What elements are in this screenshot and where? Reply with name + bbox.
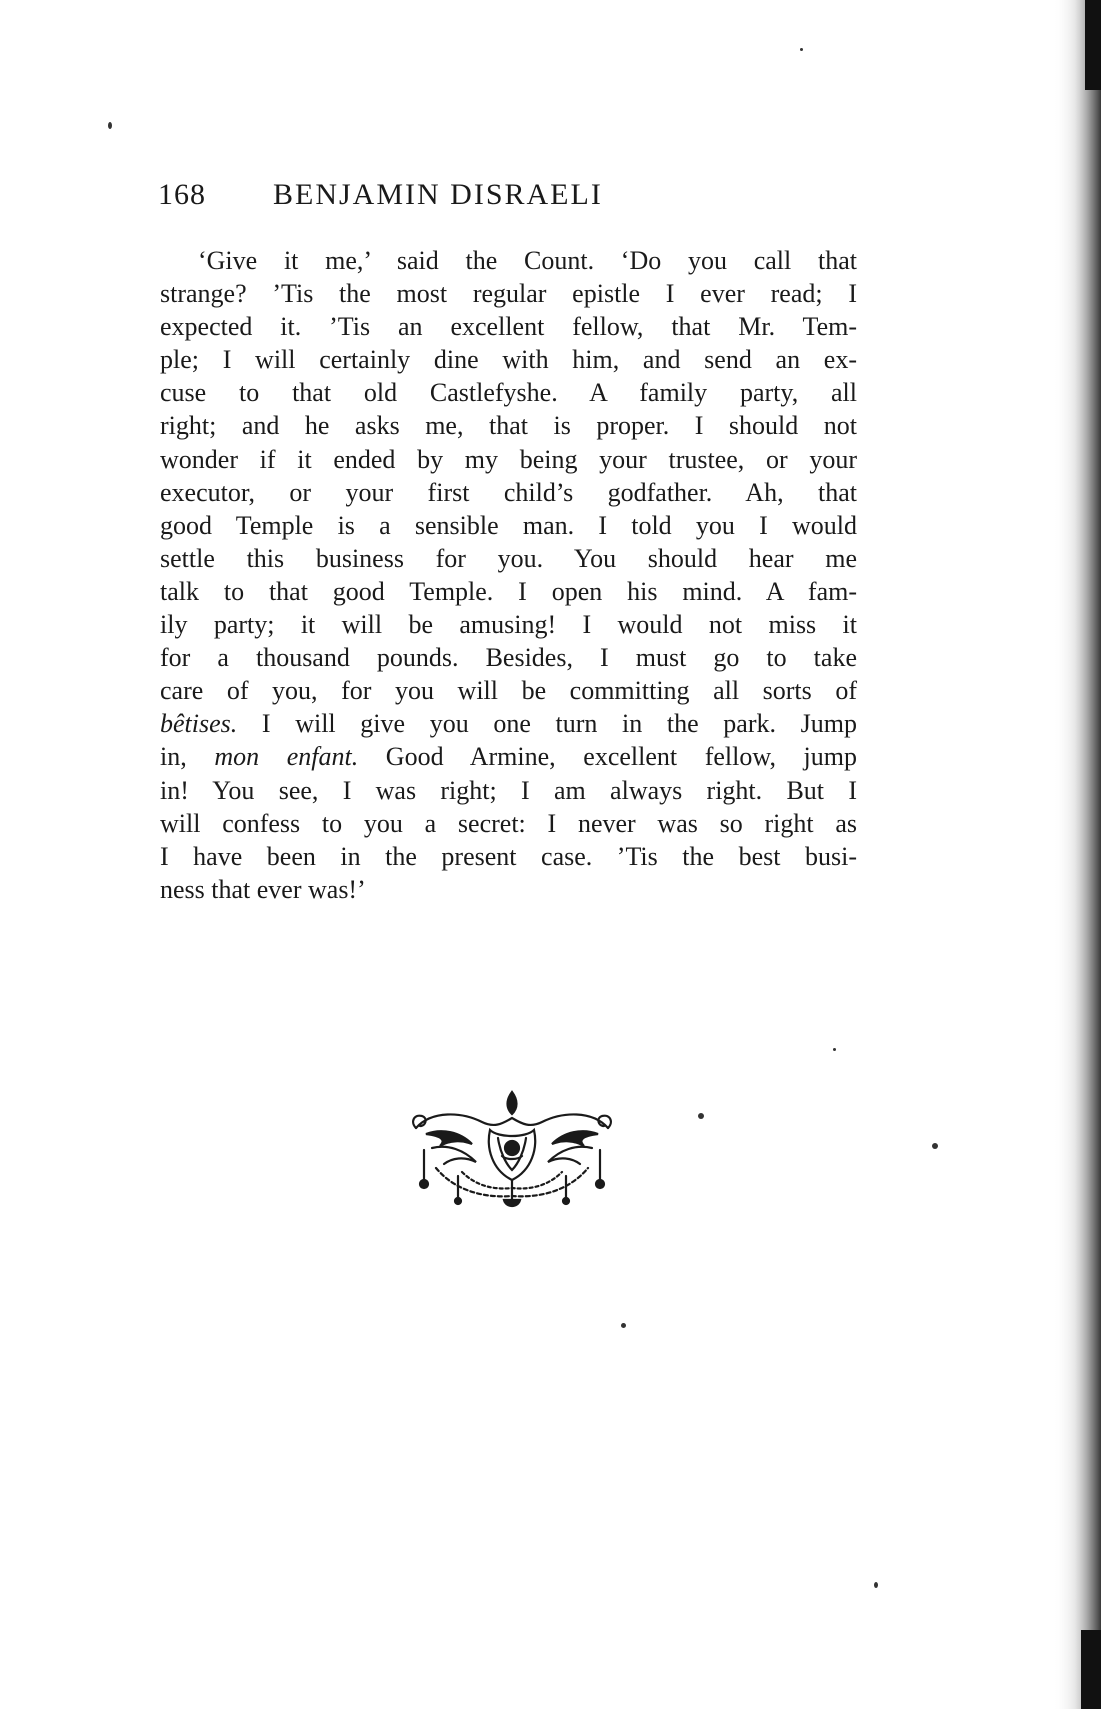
page-edge-shadow xyxy=(1031,0,1101,1709)
italic-phrase: bêtises. xyxy=(160,709,238,739)
page-speck xyxy=(108,122,112,129)
page-number: 168 xyxy=(158,178,206,211)
scroll-ornament-icon xyxy=(402,1088,622,1212)
text-line: right; and he asks me, that is proper. I should not xyxy=(160,411,857,441)
text-line: care of you, for you will be committing all sorts of xyxy=(160,676,857,706)
page-speck xyxy=(698,1113,704,1119)
text-line: will confess to you a secret: I never was so right as xyxy=(160,808,857,838)
page-speck xyxy=(932,1143,938,1149)
body-text xyxy=(160,244,857,906)
text-segment: Good Armine, excellent fellow, jump xyxy=(358,742,857,772)
text-line xyxy=(160,707,857,740)
page-speck xyxy=(800,48,803,51)
text-line: ily party; it will be amusing! I would not miss it xyxy=(160,610,857,640)
text-line: settle this business for you. You should hear me xyxy=(160,543,857,573)
text-segment: in, xyxy=(160,742,215,772)
text-line: executor, or your first child’s godfather. Ah, that xyxy=(160,477,857,507)
text-line: cuse to that old Castlefyshe. A family party, all xyxy=(160,378,857,408)
text-line: talk to that good Temple. I open his mind. A fam- xyxy=(160,576,857,606)
page-speck xyxy=(833,1048,836,1051)
page-speck xyxy=(621,1323,626,1328)
text-line: ple; I will certainly dine with him, and send an ex- xyxy=(160,345,857,375)
italic-phrase: mon enfant. xyxy=(214,742,359,772)
text-line: good Temple is a sensible man. I told you I would xyxy=(160,510,857,540)
text-line: ‘Give it me,’ said the Count. ‘Do you call that xyxy=(198,246,857,275)
text-line: for a thousand pounds. Besides, I must go to take xyxy=(160,643,857,673)
running-head xyxy=(158,178,858,212)
text-line: strange? ’Tis the most regular epistle I ever read; I xyxy=(160,279,857,309)
text-line: in! You see, I was right; I am always right. But I xyxy=(160,775,857,805)
text-line xyxy=(160,740,857,773)
running-title: BENJAMIN DISRAELI xyxy=(273,178,603,211)
text-line: I have been in the present case. ’Tis the best busi- xyxy=(160,841,857,871)
text-line: ness that ever was!’ xyxy=(160,874,366,904)
page-speck xyxy=(874,1582,878,1588)
text-line: expected it. ’Tis an excellent fellow, that Mr. Tem- xyxy=(160,312,857,342)
text-segment: I will give you one turn in the park. Jump xyxy=(237,709,857,739)
text-line: wonder if it ended by my being your trustee, or your xyxy=(160,444,857,474)
